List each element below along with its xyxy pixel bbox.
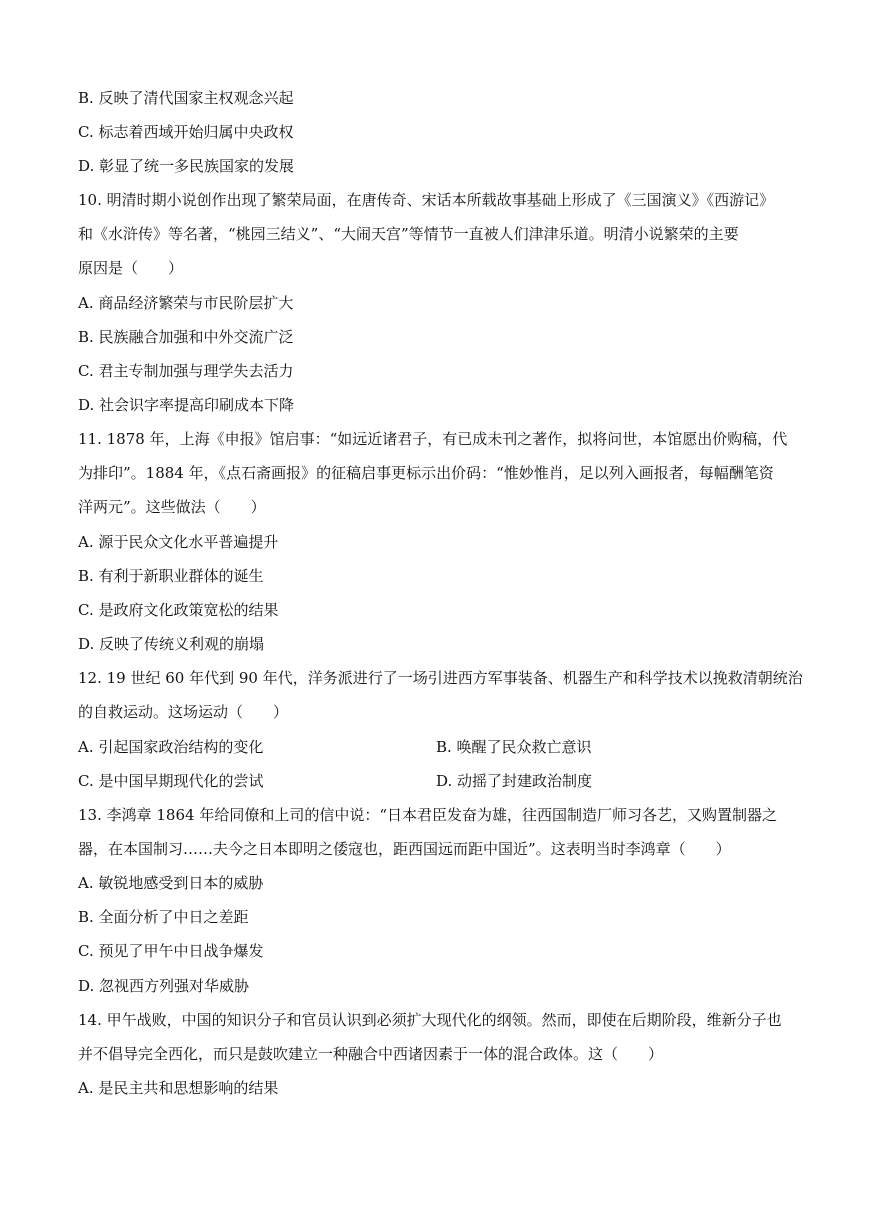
q13-option-a: A. 敏锐地感受到日本的威胁: [78, 874, 264, 892]
q11-option-b: B. 有利于新职业群体的诞生: [78, 567, 264, 585]
q9-option-b: B. 反映了清代国家主权观念兴起: [78, 89, 294, 107]
q11-option-c: C. 是政府文化政策宽松的结果: [78, 601, 279, 619]
q13-option-d: D. 忽视西方列强对华威胁: [78, 977, 250, 995]
q10-option-c: C. 君主专制加强与理学失去活力: [78, 362, 294, 380]
q12-option-c: C. 是中国早期现代化的尝试: [78, 772, 264, 790]
q11-option-a: A. 源于民众文化水平普遍提升: [78, 533, 279, 551]
q14-stem-line: 14. 甲午战败，中国的知识分子和官员认识到必须扩大现代化的纲领。然而，即使在后期阶段，维新分子也: [78, 1011, 782, 1029]
q9-option-d: D. 彰显了统一多民族国家的发展: [78, 157, 295, 175]
q12-option-a: A. 引起国家政治结构的变化: [78, 738, 264, 756]
q10-option-a: A. 商品经济繁荣与市民阶层扩大: [78, 294, 294, 312]
q11-option-d: D. 反映了传统义利观的崩塌: [78, 635, 265, 653]
q12-stem-line: 的自救运动。这场运动（ ）: [78, 703, 289, 721]
q10-stem-line: 和《水浒传》等名著，“桃园三结义”、“大闹天宫”等情节一直被人们津津乐道。明清小说繁荣的主要: [78, 225, 739, 243]
q12-option-d: D. 动摇了封建政治制度: [436, 772, 593, 790]
q14-option-a: A. 是民主共和思想影响的结果: [78, 1079, 279, 1097]
q10-stem-line: 原因是（ ）: [78, 259, 184, 277]
q13-stem-line: 13. 李鸿章 1864 年给同僚和上司的信中说：“日本君臣发奋为雄，往西国制造厂师习各艺，又购置制器之: [78, 806, 778, 824]
q10-option-d: D. 社会识字率提高印刷成本下降: [78, 396, 295, 414]
q13-stem-line: 器，在本国制习……夫今之日本即明之倭寇也，距西国远而距中国近”。这表明当时李鸿章（ ）: [78, 840, 731, 858]
q10-option-b: B. 民族融合加强和中外交流广泛: [78, 328, 294, 346]
q11-stem-line: 为排印”。1884 年，《点石斋画报》的征稿启事更标示出价码：“惟妙惟肖，足以列入画报者，每幅酬笔资: [78, 464, 774, 482]
q10-stem-line: 10. 明清时期小说创作出现了繁荣局面，在唐传奇、宋话本所载故事基础上形成了《三国演义》《西游记》: [78, 191, 775, 209]
q11-stem-line: 洋两元”。这些做法（ ）: [78, 498, 266, 516]
q12-stem-line: 12. 19 世纪 60 年代到 90 年代，洋务派进行了一场引进西方军事装备、机器生产和科学技术以挽救清朝统治: [78, 669, 803, 687]
q13-option-c: C. 预见了甲午中日战争爆发: [78, 942, 264, 960]
q12-option-b: B. 唤醒了民众救亡意识: [436, 738, 592, 756]
q13-option-b: B. 全面分析了中日之差距: [78, 908, 249, 926]
q11-stem-line: 11. 1878 年，上海《申报》馆启事：“如远近诸君子，有已成未刊之著作，拟将问世，本馆愿出价购稿，代: [78, 430, 788, 448]
q9-option-c: C. 标志着西域开始归属中央政权: [78, 123, 294, 141]
q14-stem-line: 并不倡导完全西化，而只是鼓吹建立一种融合中西诸因素于一体的混合政体。这（ ）: [78, 1045, 664, 1063]
